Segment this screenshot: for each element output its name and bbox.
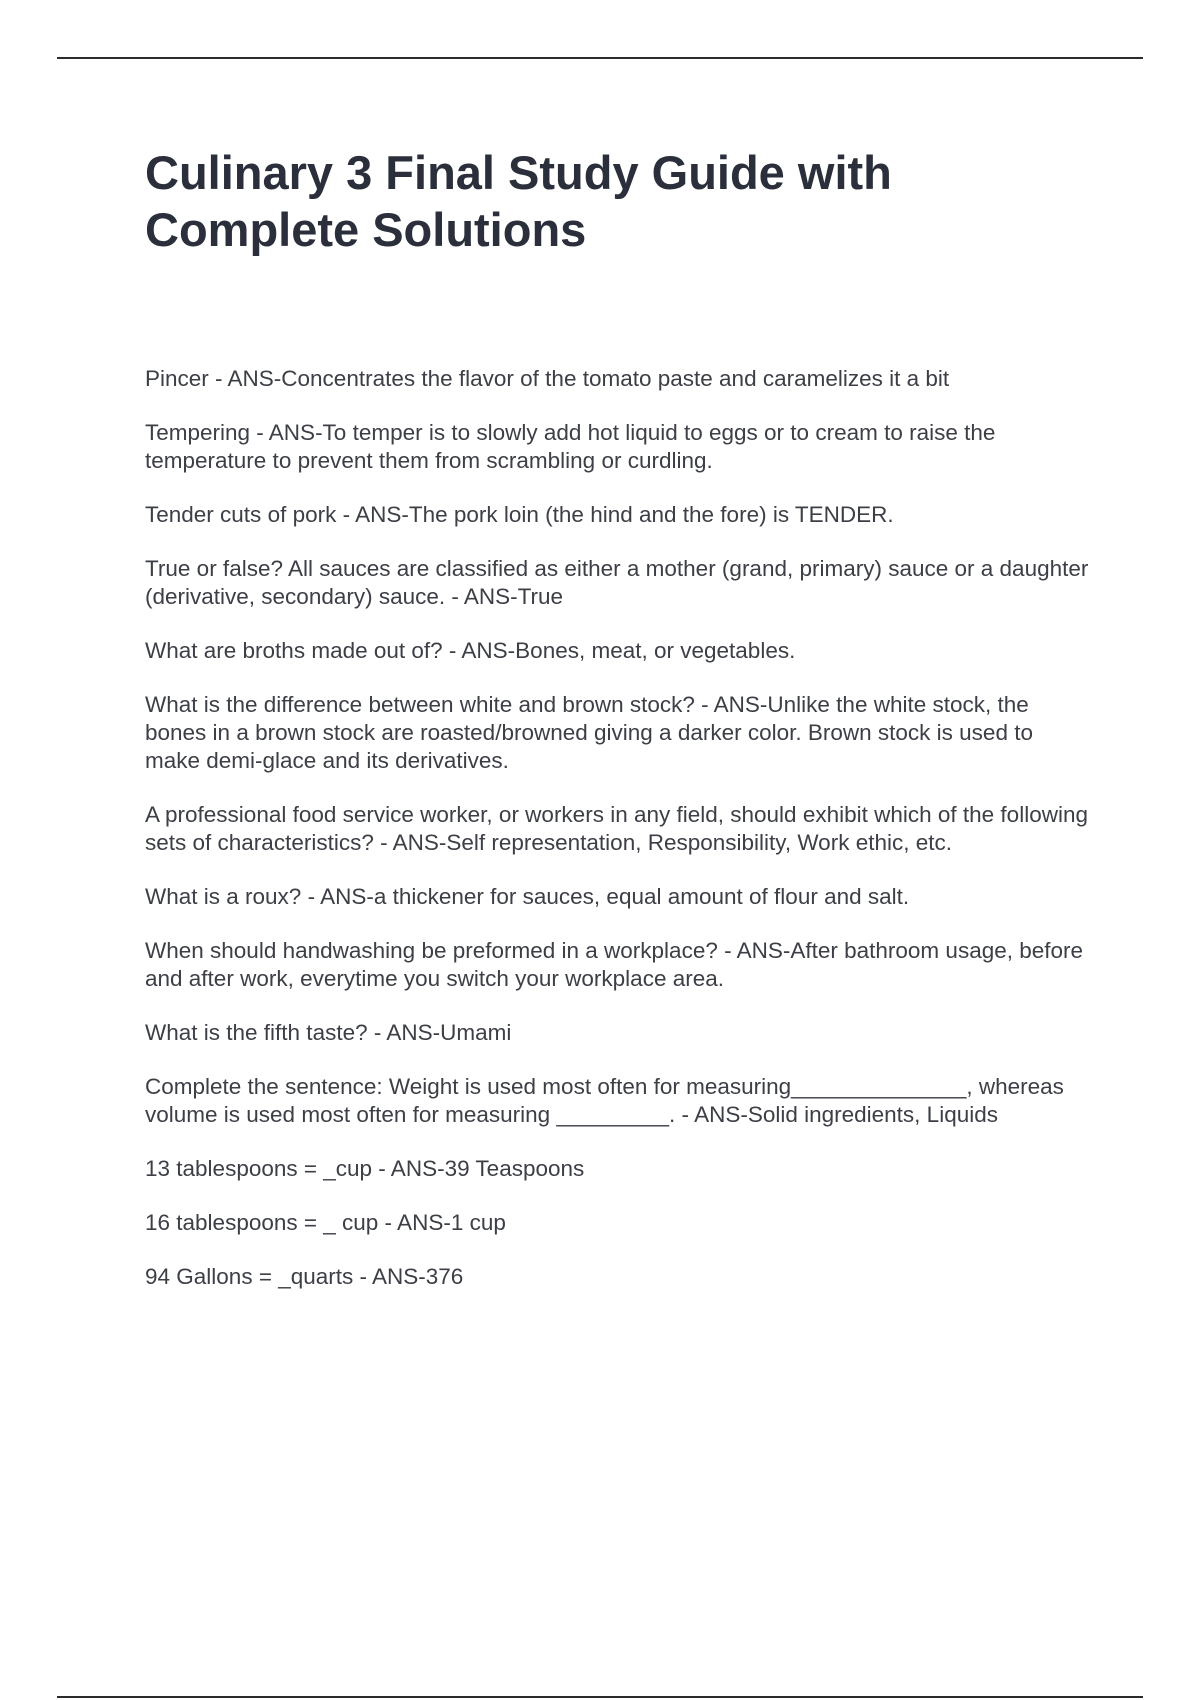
qa-text: True or false? All sauces are classified as either a mother (grand, primary) sauce or a daughter (derivative, secondary) sauce. - ANS-True <box>145 556 1095 609</box>
qa-text: What is the difference between white and brown stock? - ANS-Unlike the white stock, the bones in a brown stock are roasted/browned giving a darker color. Brown stock is used to make demi-glace and its derivatives. <box>145 692 1040 773</box>
qa-text: Tempering - ANS-To temper is to slowly add hot liquid to eggs or to cream to raise the temperature to prevent them from scrambling or curdling. <box>145 420 1002 473</box>
qa-item <box>145 555 1095 611</box>
qa-item <box>145 365 1090 393</box>
qa-text: 94 Gallons = _quarts - ANS-376 <box>145 1264 464 1289</box>
qa-item <box>145 691 1090 775</box>
qa-item <box>145 1209 1090 1237</box>
page-title: Culinary 3 Final Study Guide with Complete Solutions <box>145 146 892 256</box>
qa-text: 16 tablespoons = _ cup - ANS-1 cup <box>145 1210 506 1235</box>
qa-item <box>145 1019 1090 1047</box>
bottom-rule <box>57 1696 1143 1698</box>
qa-text: A professional food service worker, or workers in any field, should exhibit which of the following sets of characteristics? - ANS-Self representation, Responsibility, Work ethic, etc. <box>145 802 1095 855</box>
qa-text: Complete the sentence: Weight is used most often for measuring______________, whereas volume is used most often for measuring _________. - ANS-Solid ingredients, Liquids <box>145 1074 1071 1127</box>
qa-item <box>145 501 1090 529</box>
top-rule <box>57 57 1143 59</box>
qa-item <box>145 1263 1090 1291</box>
qa-text: When should handwashing be preformed in a workplace? - ANS-After bathroom usage, before and after work, everytime you switch your workplace area. <box>145 938 1090 991</box>
qa-text: 13 tablespoons = _cup - ANS-39 Teaspoons <box>145 1156 585 1181</box>
qa-text: What is a roux? - ANS-a thickener for sauces, equal amount of flour and salt. <box>145 884 910 909</box>
qa-item <box>145 801 1095 857</box>
qa-text: Tender cuts of pork - ANS-The pork loin (the hind and the fore) is TENDER. <box>145 502 894 527</box>
qa-text: What is the fifth taste? - ANS-Umami <box>145 1020 512 1045</box>
qa-item <box>145 637 1090 665</box>
qa-item <box>145 419 1090 475</box>
qa-list <box>145 365 1095 1317</box>
qa-item <box>145 883 1090 911</box>
qa-item <box>145 1155 1090 1183</box>
qa-text: What are broths made out of? - ANS-Bones, meat, or vegetables. <box>145 638 796 663</box>
qa-item <box>145 937 1090 993</box>
qa-text: Pincer - ANS-Concentrates the flavor of the tomato paste and caramelizes it a bit <box>145 366 950 391</box>
qa-item <box>145 1073 1090 1129</box>
